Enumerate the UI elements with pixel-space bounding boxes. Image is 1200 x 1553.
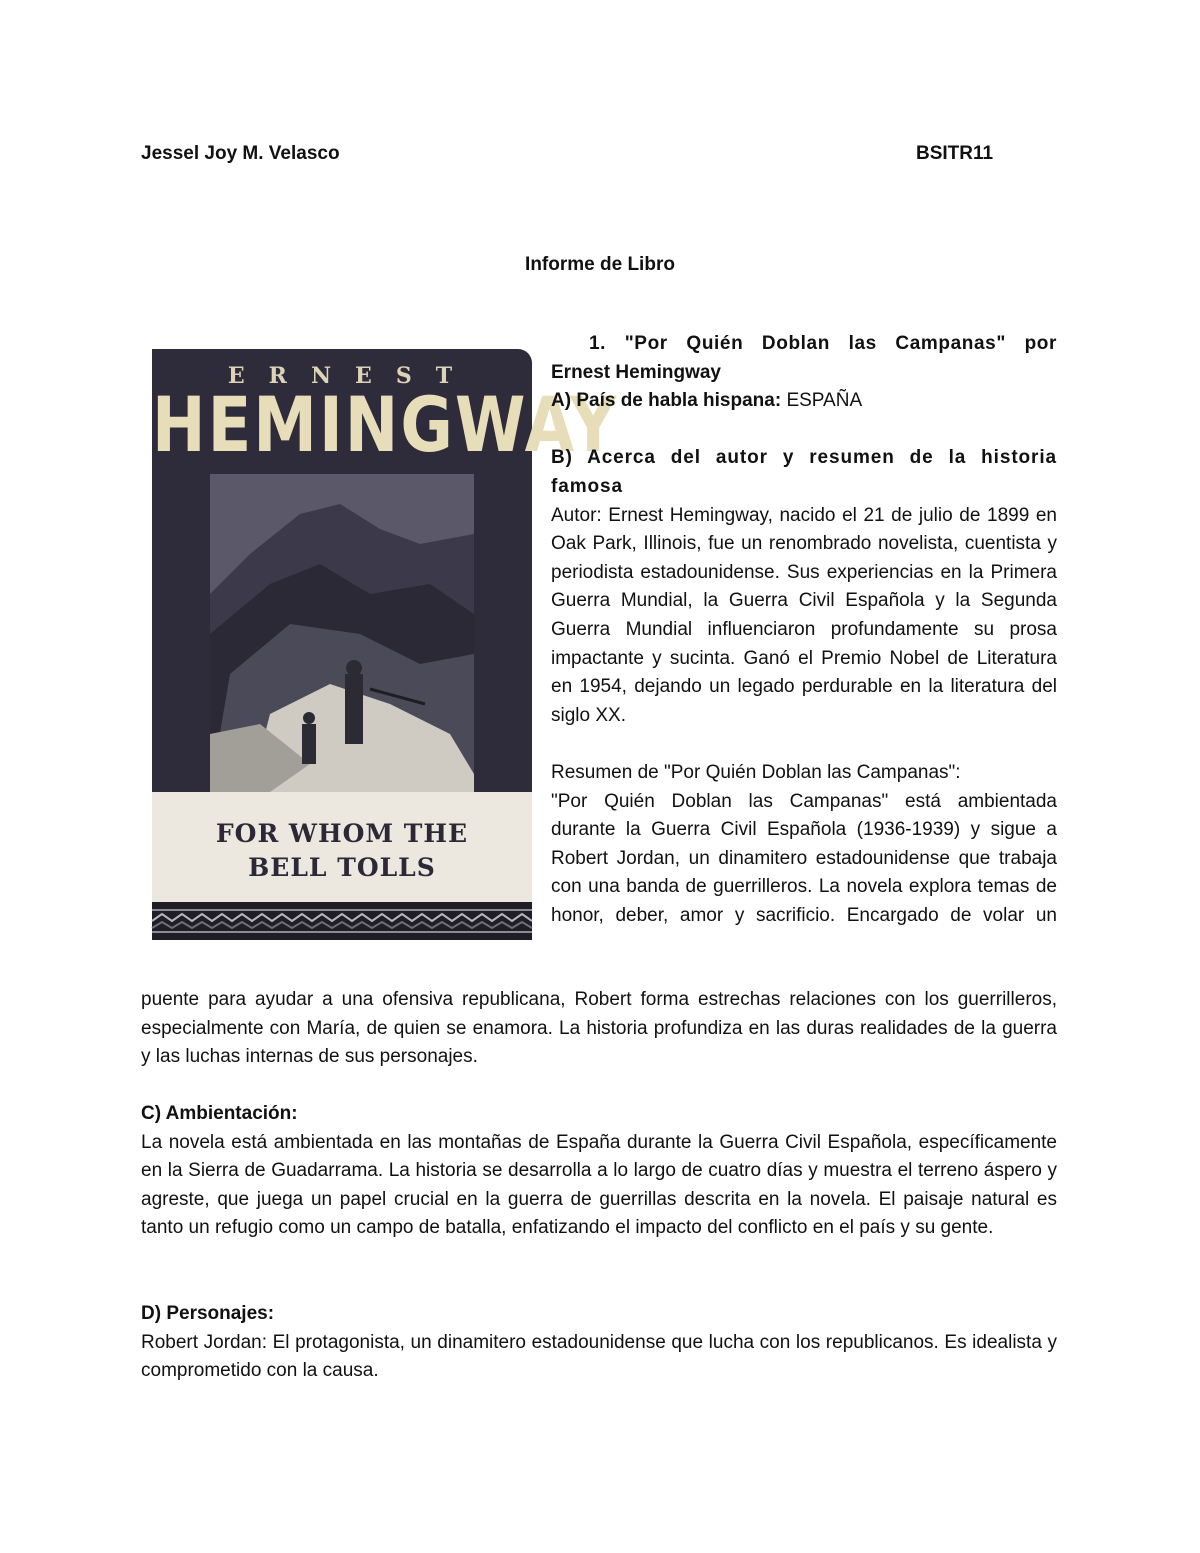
cover-book-title: FOR WHOM THE BELL TOLLS <box>215 819 469 882</box>
setting-heading: C) Ambientación: <box>141 1103 298 1124</box>
right-text-column <box>551 330 1057 930</box>
student-name: Jessel Joy M. Velasco <box>141 143 340 164</box>
summary-continuation <box>141 986 1057 1072</box>
summary-paragraph-part2: puente para ayudar a una ofensiva republicana, Robert forma estrechas relaciones con los guerrilleros, especialmente con María, de quien se enamora. La historia profundiza en las duras realidades de la guerra y las luchas internas de sus personajes. <box>141 989 1057 1068</box>
country-label: A) País de habla hispana: <box>551 390 782 412</box>
setting-paragraph: La novela está ambientada en las montañas de España durante la Guerra Civil Española, específicamente en la Sierra de Guadarrama. La historia se desarrolla a lo largo de cuatro días y muestra el terreno áspero y agreste, que juega un papel crucial en la guerra de guerrillas descrita en la novela. El paisaje natural es tanto un refugio como un campo de batalla, enfatizando el impacto del conflicto en el país y su gente. <box>141 1131 1057 1239</box>
country-value: ESPAÑA <box>781 390 863 412</box>
cover-author-first: ERNEST <box>227 363 477 389</box>
summary-paragraph-part1: "Por Quién Doblan las Campanas" está ambientada durante la Guerra Civil Española (1936-1939) y sigue a Robert Jordan, un dinamitero estadounidense que trabaja con una banda de guerrilleros. La novela explora temas de honor, deber, amor y sacrificio. Encargado de volar un <box>551 790 1057 926</box>
cover-decorative-band <box>152 902 532 940</box>
summary-title: Resumen de "Por Quién Doblan las Campanas": <box>551 761 961 783</box>
country-line <box>551 387 1057 416</box>
class-code: BSITR11 <box>916 143 994 164</box>
section-1-heading-cont: Ernest Hemingway <box>551 361 721 383</box>
section-1-heading: 1. "Por Quién Doblan las Campanas" por <box>589 333 1057 354</box>
document-title: Informe de Libro <box>525 254 675 275</box>
author-paragraph: Autor: Ernest Hemingway, nacido el 21 de julio de 1899 en Oak Park, Illinois, fue un renombrado novelista, cuentista y periodista estadounidense. Sus experiencias en la Primera Guerra Mundial, la Guerra Civil Española y la Segunda Guerra Mundial influenciaron profundamente su prosa impactante y sucinta. Ganó el Premio Nobel de Literatura en 1954, dejando un legado perdurable en la literatura del siglo XX. <box>551 504 1057 726</box>
characters-section <box>141 1300 1057 1386</box>
cover-illustration <box>210 474 474 792</box>
setting-section <box>141 1100 1057 1243</box>
characters-heading: D) Personajes: <box>141 1303 275 1324</box>
characters-paragraph: Robert Jordan: El protagonista, un dinamitero estadounidense que lucha con los republicanos. Es idealista y comprometido con la causa. <box>141 1331 1057 1382</box>
cover-author-last: HEMINGWAY <box>152 382 619 470</box>
book-cover-image <box>152 349 619 940</box>
about-heading: B) Acerca del autor y resumen de la historia famosa <box>551 447 1057 497</box>
